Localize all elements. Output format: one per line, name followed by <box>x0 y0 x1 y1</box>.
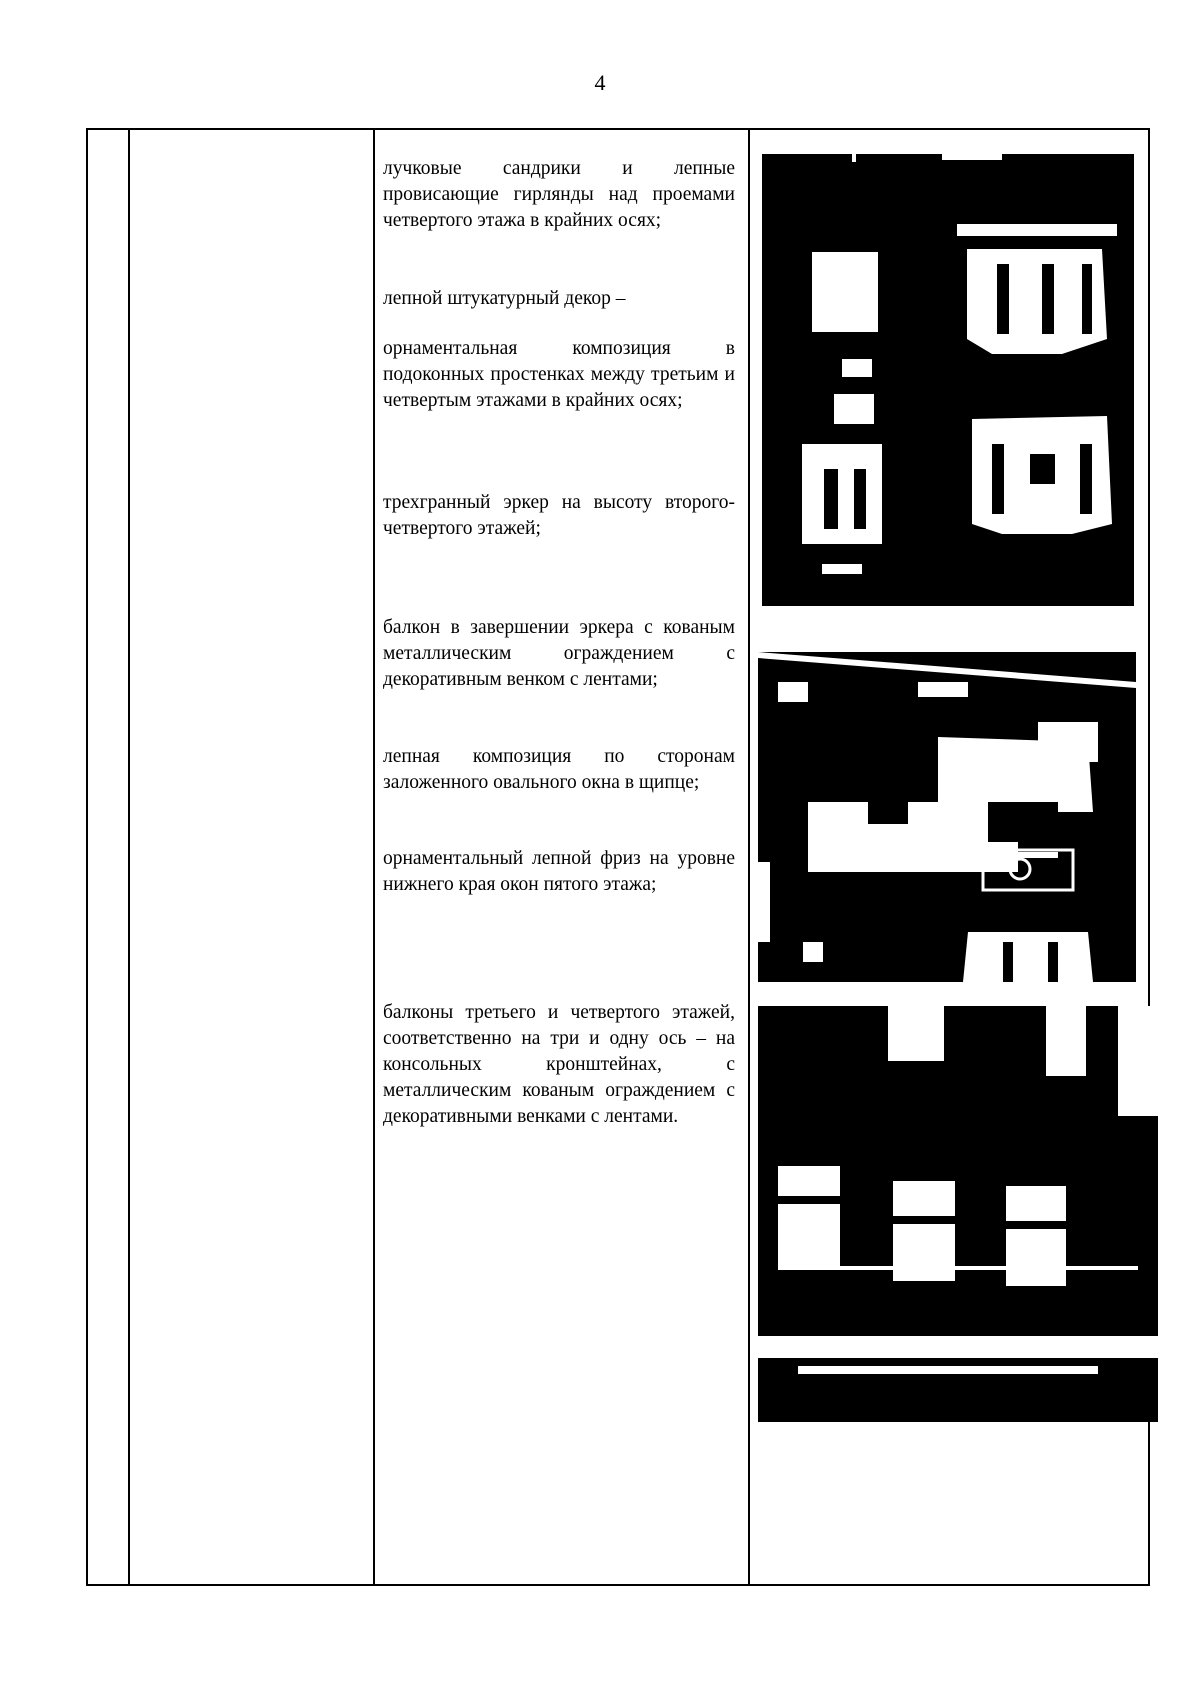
paragraph-5: балкон в завершении эркера с кованым металлическим ограждением с декоративным венком с лентами; <box>383 617 735 690</box>
paragraph-2: лепной штукатурный декор – <box>383 288 626 309</box>
balconies-photo-3 <box>758 1006 1158 1422</box>
gable-photo-2 <box>758 652 1136 982</box>
page-number: 4 <box>594 70 606 95</box>
column-divider-3 <box>748 130 750 1584</box>
paragraph-8: балконы третьего и четвертого этажей, соответственно на три и одну ось – на консольных кронштейнах, с металлическим кованым ограждением с декоративными венками с лентами. <box>383 1002 735 1127</box>
paragraph-7: орнаментальный лепной фриз на уровне нижнего края окон пятого этажа; <box>383 848 735 895</box>
column-divider-1 <box>128 130 130 1584</box>
paragraph-6: лепная композиция по сторонам заложенного овального окна в щипце; <box>383 746 735 793</box>
paragraph-3: орнаментальная композиция в подоконных простенках между третьим и четвертым этажами в крайних осях; <box>383 338 735 411</box>
facade-photo-1 <box>762 154 1134 606</box>
paragraph-1: лучковые сандрики и лепные провисающие гирлянды над проемами четвертого этажа в крайних осях; <box>383 158 735 231</box>
paragraph-4: трехгранный эркер на высоту второго-четвертого этажей; <box>383 492 735 539</box>
column-divider-2 <box>373 130 375 1584</box>
